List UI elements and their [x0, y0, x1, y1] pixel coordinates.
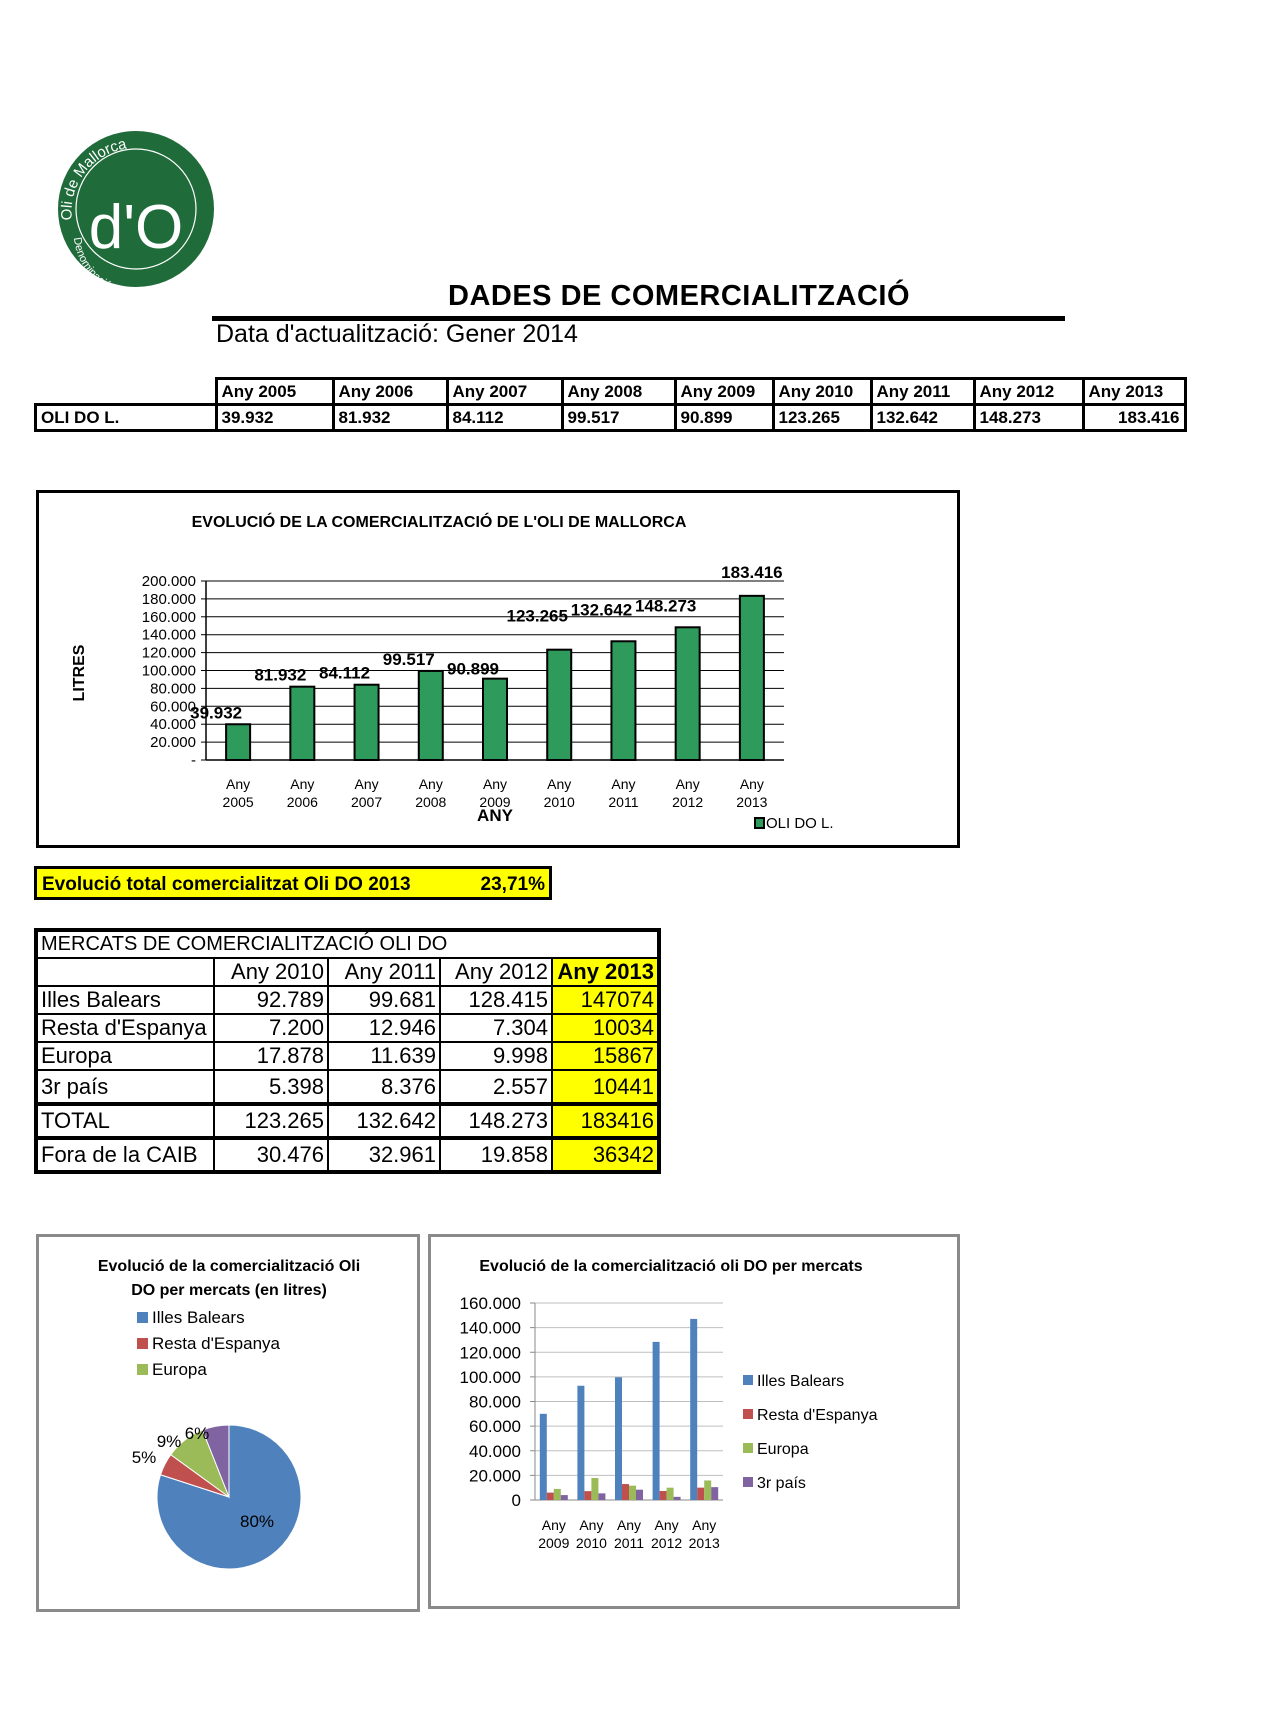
- legend-swatch: [137, 1364, 148, 1375]
- market-value: 8.376: [328, 1070, 440, 1104]
- evolution-chart: [36, 490, 960, 848]
- evolution-value: 23,71%: [480, 874, 545, 895]
- year-cell: Any 2012: [974, 379, 1083, 405]
- market-label: 3r país: [36, 1070, 214, 1104]
- year-cell: Any 2011: [871, 379, 974, 405]
- y-tick-label: 60.000: [469, 1417, 521, 1437]
- x-tick-label: Any: [692, 1517, 717, 1533]
- x-tick-label: 2011: [608, 794, 639, 810]
- year-cell: Any 2005: [216, 379, 333, 405]
- chart-bar: [667, 1488, 674, 1500]
- chart-bar: [740, 596, 764, 760]
- chart-bar: [704, 1480, 711, 1500]
- market-value-highlight: 183416: [552, 1104, 659, 1138]
- legend-swatch: [743, 1477, 753, 1487]
- x-tick-label: 2009: [538, 1535, 570, 1551]
- market-value: 7.304: [440, 1014, 552, 1042]
- chart-bar: [676, 627, 700, 760]
- market-label: Europa: [36, 1042, 214, 1070]
- chart-bar: [611, 641, 635, 760]
- value-cell: 148.273: [974, 405, 1083, 431]
- markets-table: [34, 928, 661, 1174]
- chart-bar: [697, 1488, 704, 1500]
- x-tick-label: 2010: [575, 1535, 607, 1551]
- chart-bar: [419, 671, 443, 760]
- y-tick-label: 120.000: [141, 644, 196, 662]
- data-label: 123.265: [506, 606, 568, 626]
- data-label: 90.899: [447, 659, 499, 679]
- y-axis-label: LITRES: [71, 644, 88, 702]
- total-row: [36, 1104, 659, 1138]
- x-tick-label: 2008: [415, 794, 447, 810]
- year-cell: Any 2008: [562, 379, 675, 405]
- markets-pie-svg: [39, 1237, 417, 1609]
- market-value-highlight: 147074: [552, 986, 659, 1014]
- year-cell: Any 2013: [1083, 379, 1185, 405]
- market-value-highlight: 10034: [552, 1014, 659, 1042]
- value-cell: 90.899: [675, 405, 773, 431]
- legend-swatch: [743, 1443, 753, 1453]
- market-value: 17.878: [214, 1042, 328, 1070]
- market-value: 123.265: [214, 1104, 328, 1138]
- chart-bar: [660, 1491, 667, 1500]
- x-tick-label: Any: [675, 776, 700, 792]
- y-tick-label: -: [191, 752, 196, 769]
- chart-bar: [355, 685, 379, 760]
- x-tick-label: 2010: [543, 794, 575, 810]
- year-header-row: [36, 379, 1186, 405]
- legend-swatch: [743, 1375, 753, 1385]
- year-table: [34, 377, 1187, 432]
- market-label: TOTAL: [36, 1104, 214, 1138]
- legend-label: Illes Balears: [757, 1373, 845, 1390]
- legend-label: Resta d'Espanya: [152, 1334, 280, 1353]
- data-label: 84.112: [319, 663, 371, 683]
- x-tick-label: Any: [290, 776, 315, 792]
- market-label: Illes Balears: [36, 986, 214, 1014]
- markets-pie-chart: [36, 1234, 420, 1612]
- x-tick-label: Any: [616, 1517, 642, 1533]
- market-value: 7.200: [214, 1014, 328, 1042]
- market-value: 32.961: [328, 1138, 440, 1172]
- year-cell: Any 2006: [333, 379, 447, 405]
- x-tick-label: 2012: [672, 794, 704, 810]
- empty-cell: [36, 379, 217, 405]
- market-value-highlight: 36342: [552, 1138, 659, 1172]
- year-cell: Any 2007: [447, 379, 562, 405]
- markets-bar-svg: [431, 1237, 957, 1606]
- value-cell: 99.517: [562, 405, 675, 431]
- year-header: Any 2010: [214, 958, 328, 986]
- evolution-chart-svg: [39, 493, 957, 845]
- legend-label: Europa: [152, 1360, 207, 1379]
- value-cell: 132.642: [871, 405, 974, 431]
- evolution-summary: [34, 866, 552, 900]
- legend-swatch: [137, 1338, 148, 1349]
- market-row: [36, 1042, 659, 1070]
- year-value-row: [36, 405, 1186, 431]
- chart-bar: [290, 687, 314, 760]
- markets-title-row: [36, 930, 659, 958]
- value-cell: 81.932: [333, 405, 447, 431]
- x-tick-label: 2012: [651, 1535, 683, 1551]
- x-axis-label: ANY: [477, 806, 513, 825]
- market-value: 128.415: [440, 986, 552, 1014]
- x-tick-label: 2013: [688, 1535, 720, 1551]
- y-tick-label: 80.000: [150, 680, 196, 698]
- chart-bar: [636, 1490, 643, 1500]
- y-tick-label: 40.000: [469, 1441, 521, 1461]
- year-cell: Any 2009: [675, 379, 773, 405]
- x-tick-label: 2009: [479, 794, 511, 810]
- market-value: 92.789: [214, 986, 328, 1014]
- chart-bar: [554, 1489, 561, 1500]
- market-row: [36, 1138, 659, 1172]
- x-tick-label: 2013: [736, 794, 768, 810]
- y-tick-label: 0: [511, 1491, 521, 1510]
- market-value: 148.273: [440, 1104, 552, 1138]
- chart-title: DO per mercats (en litres): [131, 1282, 327, 1299]
- chart-title: Evolució de la comercialització Oli: [97, 1258, 361, 1275]
- y-tick-label: 200.000: [141, 573, 196, 590]
- market-value: 2.557: [440, 1070, 552, 1104]
- market-value-highlight: 10441: [552, 1070, 659, 1104]
- market-label: Resta d'Espanya: [36, 1014, 214, 1042]
- chart-bar: [598, 1493, 605, 1500]
- market-value-highlight: 15867: [552, 1042, 659, 1070]
- x-tick-label: 2005: [222, 794, 254, 810]
- x-tick-label: Any: [611, 776, 636, 792]
- chart-bar: [561, 1495, 568, 1500]
- market-row: [36, 1014, 659, 1042]
- value-cell: 123.265: [773, 405, 871, 431]
- x-tick-label: 2006: [286, 794, 318, 810]
- x-tick-label: Any: [354, 776, 379, 792]
- legend-label: Europa: [757, 1441, 809, 1458]
- market-value: 9.998: [440, 1042, 552, 1070]
- x-tick-label: 2007: [350, 794, 383, 810]
- legend-label: Illes Balears: [152, 1308, 245, 1327]
- markets-header-row: [36, 958, 659, 986]
- chart-title: Evolució de la comercialització oli DO per mercats: [479, 1258, 863, 1275]
- y-tick-label: 120.000: [459, 1343, 521, 1363]
- chart-bar: [540, 1414, 547, 1500]
- chart-bar: [483, 679, 507, 760]
- chart-bar: [615, 1377, 622, 1500]
- year-header: Any 2011: [328, 958, 440, 986]
- x-tick-label: Any: [418, 776, 443, 792]
- chart-bar: [547, 650, 571, 760]
- slice-label: 6%: [184, 1424, 210, 1443]
- chart-title: EVOLUCIÓ DE LA COMERCIALITZACIÓ DE L'OLI DE MALLORCA: [191, 514, 687, 531]
- data-label: 148.273: [634, 596, 697, 616]
- evolution-label: Evolució total comercialitzat Oli DO 2013: [42, 874, 411, 895]
- y-tick-label: 60.000: [150, 698, 196, 716]
- logo: [44, 128, 234, 290]
- chart-bar: [584, 1491, 591, 1500]
- data-label: 99.517: [382, 649, 435, 669]
- market-value: 12.946: [328, 1014, 440, 1042]
- x-tick-label: 2011: [613, 1535, 645, 1551]
- y-tick-label: 160.000: [459, 1294, 521, 1313]
- market-value: 5.398: [214, 1070, 328, 1104]
- chart-bar: [629, 1486, 636, 1500]
- chart-bar: [674, 1497, 681, 1500]
- y-tick-label: 20.000: [469, 1466, 521, 1486]
- legend-swatch: [137, 1312, 148, 1323]
- value-cell: 39.932: [216, 405, 333, 431]
- row-label: OLI DO L.: [36, 405, 217, 431]
- x-tick-label: Any: [579, 1517, 604, 1533]
- y-tick-label: 40.000: [150, 716, 196, 734]
- chart-bar: [622, 1484, 629, 1500]
- y-tick-label: 140.000: [459, 1318, 521, 1338]
- slice-label: 9%: [156, 1432, 182, 1451]
- y-tick-label: 80.000: [469, 1392, 521, 1412]
- page-title: DADES DE COMERCIALITZACIÓ: [448, 280, 910, 312]
- data-label: 81.932: [254, 665, 307, 685]
- x-tick-label: Any: [541, 1517, 566, 1533]
- chart-bar: [577, 1386, 584, 1500]
- y-tick-label: 100.000: [141, 662, 196, 680]
- logo-arc-bottom: Denominació d: [70, 236, 121, 290]
- market-value: 30.476: [214, 1138, 328, 1172]
- logo-arc-top: Oli de Mallorca: [58, 135, 128, 221]
- markets-title: MERCATS DE COMERCIALITZACIÓ OLI DO: [36, 930, 659, 958]
- logo-center: d'O: [88, 193, 184, 262]
- slice-label: 5%: [131, 1448, 157, 1467]
- legend-swatch: [743, 1409, 753, 1419]
- data-label: 132.642: [570, 600, 633, 620]
- chart-bar: [711, 1487, 718, 1500]
- y-tick-label: 100.000: [459, 1367, 521, 1387]
- empty-cell: [36, 958, 214, 986]
- value-cell: 183.416: [1083, 405, 1185, 431]
- legend-label: OLI DO L.: [766, 815, 834, 832]
- year-cell: Any 2010: [773, 379, 871, 405]
- chart-bar: [653, 1342, 660, 1500]
- x-tick-label: Any: [226, 776, 251, 792]
- x-tick-label: Any: [482, 776, 508, 792]
- market-row: [36, 1070, 659, 1104]
- chart-bar: [226, 724, 250, 760]
- market-value: 132.642: [328, 1104, 440, 1138]
- x-tick-label: Any: [739, 776, 764, 792]
- data-label: 183.416: [721, 562, 783, 582]
- y-tick-label: 20.000: [150, 734, 196, 752]
- x-tick-label: Any: [547, 776, 572, 792]
- update-date: Data d'actualització: Gener 2014: [216, 320, 578, 348]
- market-value: 11.639: [328, 1042, 440, 1070]
- year-header: Any 2012: [440, 958, 552, 986]
- market-value: 19.858: [440, 1138, 552, 1172]
- year-header-highlight: Any 2013: [552, 958, 659, 986]
- chart-bar: [547, 1493, 554, 1500]
- legend-label: 3r país: [757, 1475, 806, 1492]
- market-row: [36, 986, 659, 1014]
- y-tick-label: 140.000: [141, 626, 196, 644]
- y-tick-label: 160.000: [141, 608, 196, 626]
- y-tick-label: 180.000: [141, 590, 196, 608]
- data-label: 39.932: [190, 703, 243, 723]
- markets-bar-chart: [428, 1234, 960, 1609]
- x-tick-label: Any: [654, 1517, 679, 1533]
- chart-bar: [591, 1478, 598, 1500]
- legend-label: Resta d'Espanya: [757, 1407, 878, 1424]
- value-cell: 84.112: [447, 405, 562, 431]
- market-label: Fora de la CAIB: [36, 1138, 214, 1172]
- chart-bar: [690, 1319, 697, 1500]
- legend-swatch: [755, 818, 764, 828]
- slice-label: 80%: [239, 1512, 275, 1531]
- market-value: 99.681: [328, 986, 440, 1014]
